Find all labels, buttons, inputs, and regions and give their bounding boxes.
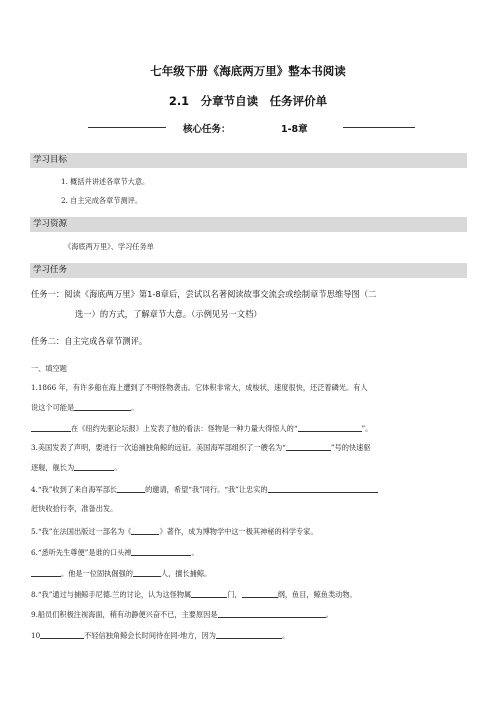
answer-blank[interactable] (133, 568, 161, 577)
answer-blank[interactable] (31, 423, 71, 432)
answer-blank[interactable] (242, 589, 278, 598)
task2-text: 任务二：自主完成各章节测评。 (31, 336, 148, 346)
question-2: 在《纽约先驱论坛报》上发表了他的看法：怪物是一种力量大得惊人的“ ”。 (31, 423, 372, 434)
question-7: 。他是一位固执倔强的 人，擅长捕鲸。 (31, 568, 211, 579)
answer-blank[interactable] (216, 630, 282, 639)
answer-blank[interactable] (74, 462, 114, 471)
question-3-line1: 3.美国发表了声明，要进行一次追捕独角鲸的远征。美国海军部组织了一艘名为“ ”号的快速驱 (31, 443, 371, 452)
answer-blank[interactable] (131, 526, 159, 535)
question-8: 8.“我”通过与捕鲸手尼德.兰的讨论，认为这怪物属 门， 纲，鱼目，鲸鱼类动物。 (31, 590, 357, 599)
quiz-heading: 一、填空题 (31, 364, 67, 373)
task1-line2: 选一）的方式，了解章节大意。（示例见另一文档） (75, 309, 262, 319)
core-task-line (88, 121, 408, 135)
goal-item: 1. 概括并讲述各章节大意。 (61, 177, 150, 186)
question-5: 5.“我”在法国出版过一部名为《 》著作，成为博物学中这一极其神秘的科学专家。 (31, 527, 318, 536)
task1-line1: 任务一：阅读《海底两万里》第1-8章后，尝试以名著阅读故事交流会或绘制章节思维导图（二 (31, 289, 377, 299)
section-tasks-header: 学习任务 (30, 263, 467, 278)
document-title: 七年级下册《海底两万里》整本书阅读 (150, 64, 346, 78)
core-task-label: 核心任务： (183, 124, 231, 135)
question-9: 9.船员们积极注视海面，稍有动静便兴奋不已，主要原因是 。 (31, 610, 333, 619)
answer-blank[interactable] (286, 442, 331, 451)
question-4-line2: 赶快收拾行李，准备出发。 (31, 504, 118, 513)
section-resources-header: 学习资源 (30, 217, 467, 232)
question-10: 10 不轻信独角鲸会长时间待在同-地方，因为 。 (31, 631, 290, 640)
answer-blank[interactable] (218, 609, 326, 618)
answer-blank[interactable] (31, 568, 61, 577)
question-3-line2: 逐舰，舰长为 。 (31, 463, 122, 472)
answer-blank[interactable] (298, 423, 362, 432)
resources-text: 《海底两万里》、学习任务单 (64, 242, 154, 251)
answer-blank[interactable] (268, 484, 378, 493)
divider-left (88, 127, 166, 128)
divider-right (343, 127, 415, 128)
question-4-line1: 4.“我”收到了来自海军部长 的邀请，希望“我”同行。“我”让忠实的 (31, 484, 378, 495)
document-subtitle: 2.1 分章节自读 任务评价单 (168, 94, 328, 108)
answer-blank[interactable] (117, 484, 145, 493)
question-1-line2: 说这个可能是 。 (31, 403, 139, 412)
answer-blank[interactable] (40, 630, 84, 639)
goal-item: 2. 自主完成各章节测评。 (61, 196, 143, 205)
answer-blank[interactable] (74, 402, 131, 411)
answer-blank[interactable] (131, 547, 191, 556)
question-1-line1: 1.1866 年，有许多船在海上遭到了不明怪物袭击。它体积非常大，成梭状，速度很快，还泛着磷光。有人 (31, 383, 368, 392)
core-task-range: 1-8章 (281, 124, 308, 135)
question-6: 6.“悉听先生尊便”是谁的口头禅 。 (31, 548, 199, 557)
section-goals-header: 学习目标 (30, 153, 467, 168)
answer-blank[interactable] (191, 589, 227, 598)
